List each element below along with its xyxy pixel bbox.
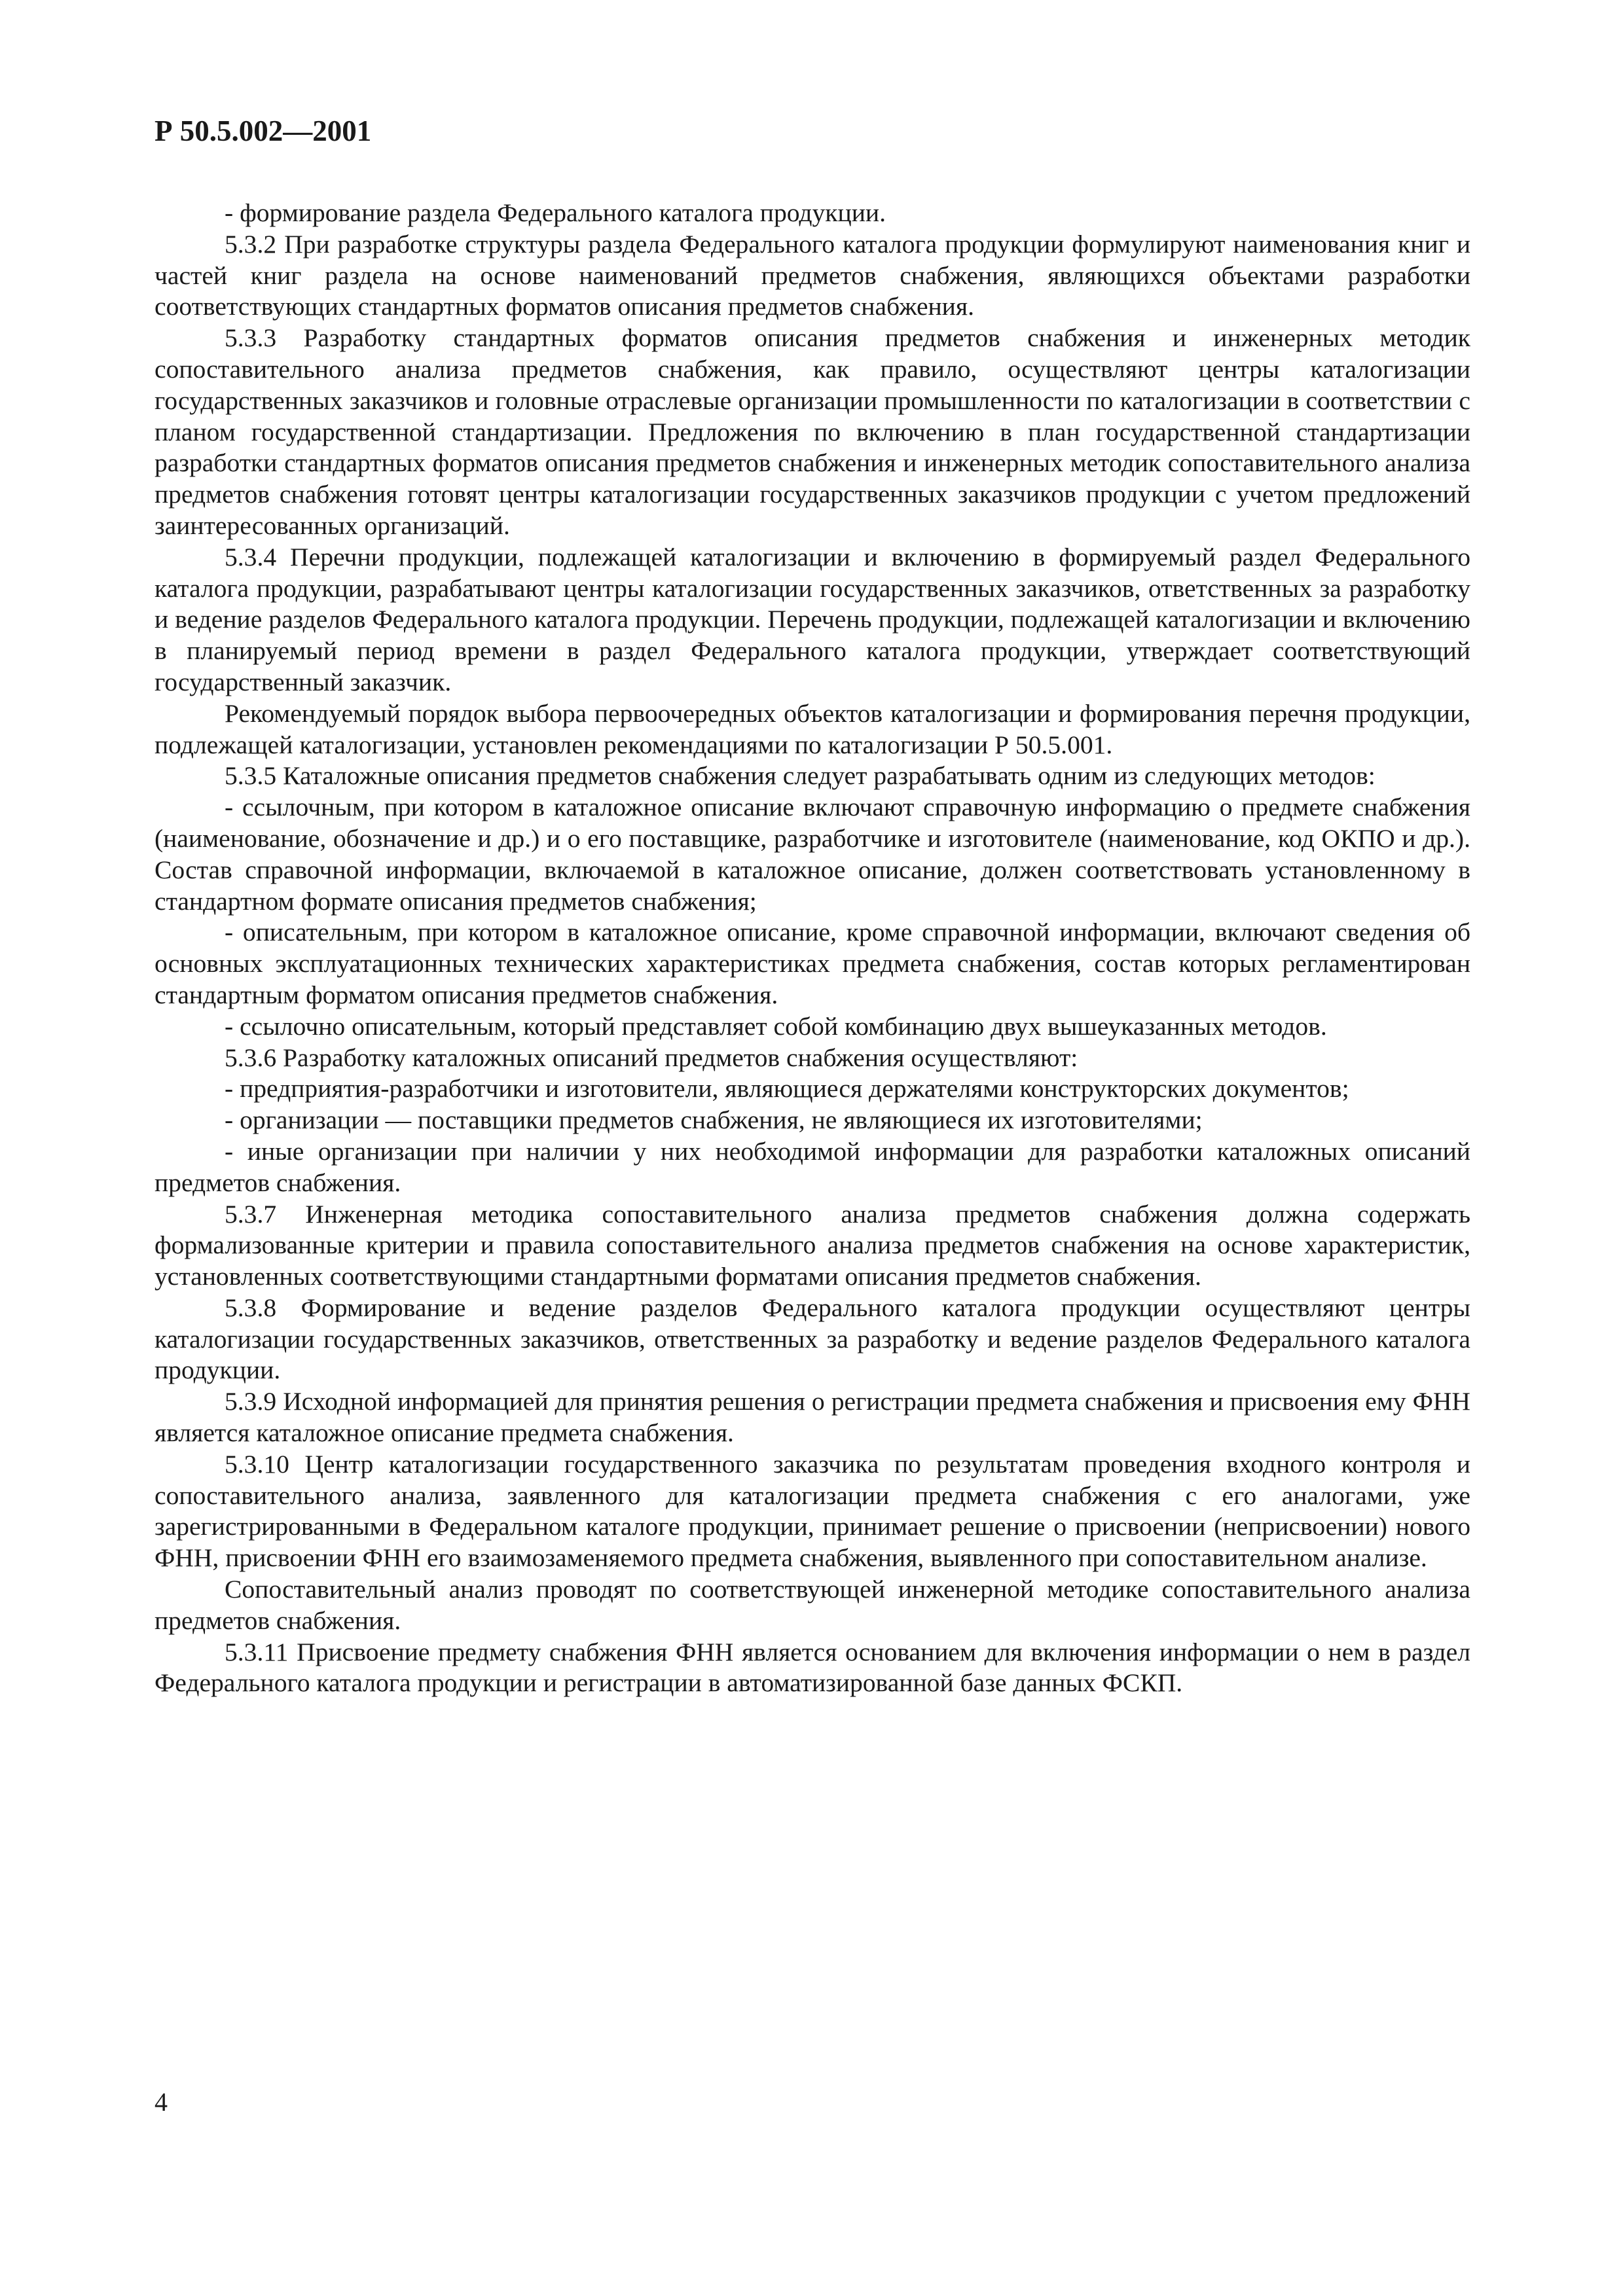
paragraph-other-organizations: - иные организации при наличии у них необходимой информации для разработки каталожных описаний предметов снабжения.: [155, 1136, 1470, 1197]
paragraph-5-3-2: 5.3.2 При разработке структуры раздела Федерального каталога продукции формулируют наименования книг и частей книг раздела на основе наименований предметов снабжения, являющихся объектами разработки соответствующих стандартных форматов описания предметов снабжения.: [155, 229, 1470, 321]
document-page: [155, 111, 1470, 1699]
paragraph-5-3-9: 5.3.9 Исходной информацией для принятия решения о регистрации предмета снабжения и присвоения ему ФНН является каталожное описание предмета снабжения.: [155, 1387, 1470, 1448]
paragraph-method-descriptive: - описательным, при котором в каталожное описание, кроме справочной информации, включают сведения об основных эксплуатационных технических характеристиках предмета снабжения, состав которых регламентирован стандартным форматом описания предметов снабжения.: [155, 918, 1470, 1009]
paragraph-list-item-catalog-section: - формирование раздела Федерального каталога продукции.: [225, 198, 886, 227]
paragraph-5-3-8: 5.3.8 Формирование и ведение разделов Федерального каталога продукции осуществляют центры каталогизации государственных заказчиков, ответственных за разработку и ведение разделов Федерального каталога продукции.: [155, 1293, 1470, 1385]
paragraph-5-3-10: 5.3.10 Центр каталогизации государственного заказчика по результатам проведения входного контроля и сопоставительного анализа, заявленного для каталогизации предмета снабжения с его аналогами, уже зарегистрированными в Федеральном каталоге продукции, принимает решение о присвоении (неприсвоении) нового ФНН, присвоении ФНН его взаимозаменяемого предмета снабжения, выявленного при сопоставительном анализе.: [155, 1449, 1470, 1573]
page-number: 4: [155, 2087, 168, 2117]
paragraph-comparative-analysis: Сопоставительный анализ проводят по соответствующей инженерной методике сопоставительного анализа предметов снабжения.: [155, 1575, 1470, 1635]
paragraph-5-3-4: 5.3.4 Перечни продукции, подлежащей каталогизации и включению в формируемый раздел Федерального каталога продукции, разрабатывают центры каталогизации государственных заказчиков, ответственных за разработку и ведение разделов Федерального каталога продукции. Перечень продукции, подлежащей каталогизации и включению в планируемый период времени в раздел Федерального каталога продукции, утверждает соответствующий государственный заказчик.: [155, 542, 1470, 696]
paragraph-5-3-7: 5.3.7 Инженерная методика сопоставительного анализа предметов снабжения должна содержать формализованные критерии и правила сопоставительного анализа предметов снабжения на основе характеристик, установленных соответствующими стандартными форматами описания предметов снабжения.: [155, 1199, 1470, 1291]
paragraph-5-3-6: 5.3.6 Разработку каталожных описаний предметов снабжения осуществляют:: [225, 1043, 1078, 1072]
paragraph-method-combined: - ссылочно описательным, который представляет собой комбинацию двух вышеуказанных методов.: [225, 1011, 1327, 1041]
paragraph-5-3-5: 5.3.5 Каталожные описания предметов снабжения следует разрабатывать одним из следующих методов:: [225, 761, 1376, 791]
paragraph-developers: - предприятия-разработчики и изготовители, являющиеся держателями конструкторских документов;: [225, 1074, 1349, 1103]
paragraph-suppliers: - организации — поставщики предметов снабжения, не являющиеся их изготовителями;: [225, 1105, 1203, 1135]
document-body: [155, 198, 1470, 1699]
paragraph-5-3-11: 5.3.11 Присвоение предмету снабжения ФНН является основанием для включения информации о нем в раздел Федерального каталога продукции и регистрации в автоматизированной базе данных ФСКП.: [155, 1637, 1470, 1698]
paragraph-5-3-3: 5.3.3 Разработку стандартных форматов описания предметов снабжения и инженерных методик сопоставительного анализа предметов снабжения, как правило, осуществляют центры каталогизации государственных заказчиков и головные отраслевые организации промышленности по каталогизации в соответствии с планом государственной стандартизации. Предложения по включению в план государственной стандартизации разработки стандартных форматов описания предметов снабжения и инженерных методик сопоставительного анализа предметов снабжения готовят центры каталогизации государственных заказчиков продукции с учетом предложений заинтересованных организаций.: [155, 323, 1470, 540]
document-code-header: Р 50.5.002—2001: [155, 115, 372, 147]
paragraph-recommended-order: Рекомендуемый порядок выбора первоочередных объектов каталогизации и формирования перечня продукции, подлежащей каталогизации, установлен рекомендациями по каталогизации Р 50.5.001.: [155, 698, 1470, 759]
paragraph-method-reference: - ссылочным, при котором в каталожное описание включают справочную информацию о предмете снабжения (наименование, обозначение и др.) и о его поставщике, разработчике и изготовителе (наименование, код ОКПО и др.). Состав справочной информации, включаемой в каталожное описание, должен соответствовать установленному в стандартном формате описания предметов снабжения;: [155, 793, 1470, 916]
